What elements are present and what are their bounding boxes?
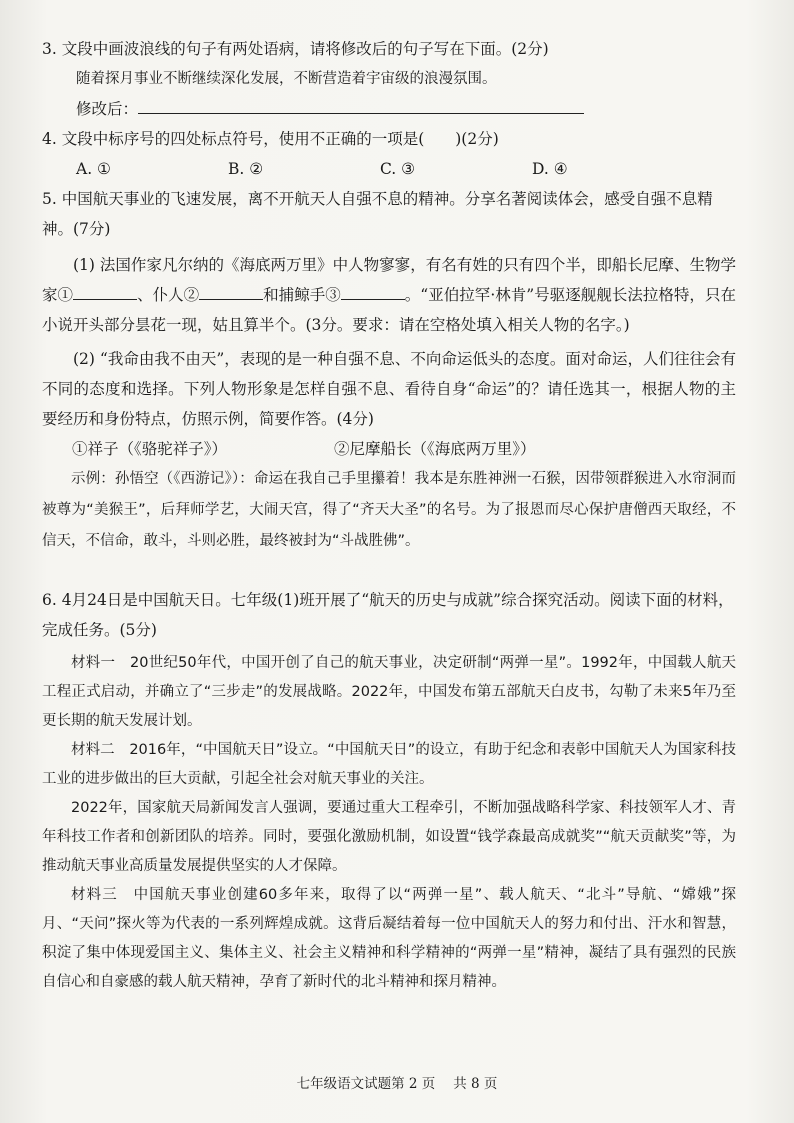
q5-choice-2[interactable]: ②尼摩船长（《海底两万里》） [334, 440, 536, 458]
q3-answer-line [42, 94, 736, 124]
q5-example: 示例：孙悟空（《西游记》）：命运在我自己手里攥着！我本是东胜神洲一石猴，因带领群猴进入水帘洞而被尊为“美猴王”，后拜师学艺，大闹天宫，得了“齐天大圣”的名号。为了报恩而尽心保护唐僧西天取经，不信天，不信命，敢斗，斗则必胜，最终被封为“斗战胜佛”。 [42, 471, 736, 549]
q5-sub1-text-c: 和捕鲸手③ [263, 286, 341, 304]
q3-sentence: 随着探月事业不断继续深化发展，不断营造着宇宙级的浪漫氛围。 [76, 71, 497, 87]
q6-material-2b: 2022年，国家航天局新闻发言人强调，要通过重大工程牵引，不断加强战略科学家、科技领军人才、青年科技工作者和创新团队的培养。同时，要强化激励机制，如设置“钱学森最高成就奖”“航天贡献奖”等，为推动航天事业高质量发展提供坚实的人才保障。 [42, 800, 736, 874]
q4-option-d[interactable]: D. ④ [532, 160, 568, 178]
q6-prompt: 6. 4月24日是中国航天日。七年级(1)班开展了“航天的历史与成就”综合探究活动。阅读下面的材料，完成任务。(5分) [42, 591, 734, 639]
footer-total-pages: 共 8 页 [453, 1076, 498, 1092]
spacer [42, 557, 736, 585]
q5-sub1-text-a: (1) 法国作家凡尔纳的《海底两万里》中人物寥寥，有名有姓的只有四个半，即船长尼摩、生物学家① [42, 256, 736, 304]
q5-blank-1[interactable] [73, 281, 137, 300]
q5-blank-3[interactable] [341, 281, 405, 300]
q4-option-a[interactable]: A. ① [76, 160, 111, 178]
q6-material-1: 材料一 20世纪50年代，中国开创了自己的航天事业，决定研制“两弹一星”。1992年，中国载人航天工程正式启动，并确立了“三步走”的发展战略。2022年，中国发布第五部航天白皮书，勾勒了未来5年乃至更长期的航天发展计划。 [42, 655, 736, 729]
q6-material-3: 材料三 中国航天事业创建60多年来，取得了以“两弹一星”、载人航天、“北斗”导航、“嫦娥”探月、“天问”探火等为代表的一系列辉煌成就。这背后凝结着每一位中国航天人的努力和付出、汗水和智慧，积淀了集中体现爱国主义、集体主义、社会主义精神和科学精神的“两弹一星”精神，凝结了具有强烈的民族自信心和自豪感的载人航天精神，孕育了新时代的北斗精神和探月精神。 [42, 887, 736, 990]
footer-page-number: 七年级语文试题第 2 页 [296, 1076, 436, 1092]
q4-prompt: 4. 文段中标序号的四处标点符号，使用不正确的一项是( )(2分) [42, 130, 499, 148]
q5-sub2: (2) “我命由我不由天”，表现的是一种自强不息、不向命运低头的态度。面对命运，人们往往会有不同的态度和选择。下列人物形象是怎样自强不息、看待自身“命运”的？请任选其一，根据人物的主要经历和身份特点，仿照示例，简要作答。(4分) [42, 350, 736, 428]
question-4 [42, 124, 736, 184]
q4-options [42, 154, 736, 184]
q3-answer-label: 修改后： [76, 100, 139, 118]
q5-choice-1[interactable]: ①祥子（《骆驼祥子》） [72, 440, 228, 458]
q5-sub1-text-d: 。“亚伯拉罕·林肯”号驱逐舰舰长法拉格特，只在小说开头部分昙花一现，姑且算半个。(3分。要求：请在空格处填入相关人物的名字。) [42, 286, 736, 334]
question-6 [42, 585, 736, 997]
q6-material-2a: 材料二 2016年，“中国航天日”设立。“中国航天日”的设立，有助于纪念和表彰中国航天人为国家科技工业的进步做出的巨大贡献，引起全社会对航天事业的关注。 [42, 742, 736, 787]
q3-prompt: 3. 文段中画波浪线的句子有两处语病，请将修改后的句子写在下面。(2分) [42, 40, 549, 58]
question-3 [42, 34, 736, 124]
q4-option-c[interactable]: C. ③ [380, 160, 416, 178]
page-footer [0, 1072, 794, 1092]
q4-option-b[interactable]: B. ② [228, 160, 264, 178]
q5-sub1-text-b: 、仆人② [137, 286, 200, 304]
q5-choices [42, 434, 736, 464]
question-5 [42, 184, 736, 557]
q5-sub1 [42, 250, 736, 340]
q5-prompt: 5. 中国航天事业的飞速发展，离不开航天人自强不息的精神。分享名著阅读体会，感受自强不息精神。(7分) [42, 190, 713, 238]
q5-blank-2[interactable] [199, 281, 263, 300]
q3-answer-blank[interactable] [138, 95, 584, 114]
